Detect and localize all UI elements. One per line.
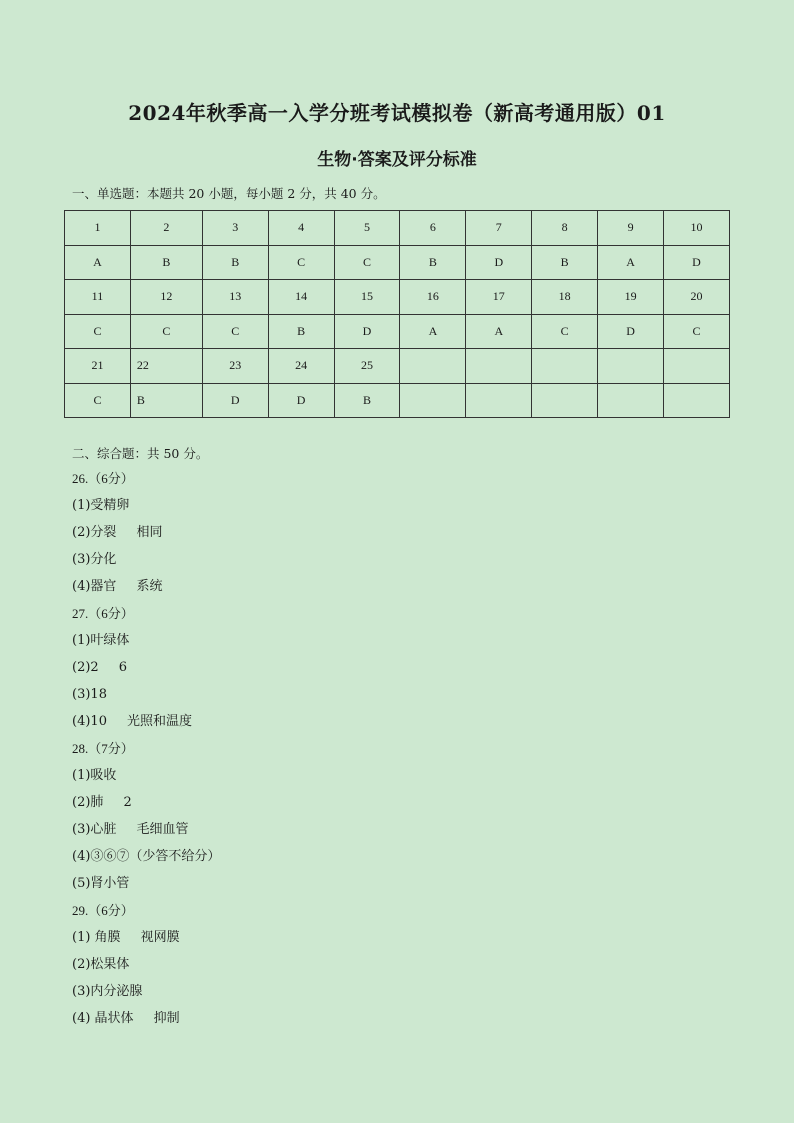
table-cell: A bbox=[466, 314, 532, 349]
answer-number: (4) bbox=[72, 849, 91, 864]
table-cell: 8 bbox=[532, 211, 598, 246]
answer-text: 肺 bbox=[90, 795, 104, 810]
answer-line bbox=[72, 632, 220, 659]
answer-number: (1) bbox=[72, 930, 95, 945]
answer-number: (1) bbox=[72, 768, 91, 783]
table-cell: 23 bbox=[202, 349, 268, 384]
table-cell: A bbox=[65, 245, 131, 280]
answer-line bbox=[72, 983, 220, 1010]
table-cell: D bbox=[598, 314, 664, 349]
section-heading-comprehensive: 二、综合题：共 50 分。 bbox=[72, 446, 209, 461]
answer-number: (1) bbox=[72, 498, 91, 513]
answer-text-second: 抑制 bbox=[153, 1011, 180, 1026]
answer-text: 18 bbox=[90, 687, 107, 702]
answer-line bbox=[72, 767, 220, 794]
answer-text: 分裂 bbox=[90, 525, 117, 540]
answer-text-second: 光照和温度 bbox=[126, 714, 192, 729]
table-cell: B bbox=[334, 383, 400, 418]
answer-text: 松果体 bbox=[90, 957, 130, 972]
answer-line bbox=[72, 524, 220, 551]
table-cell bbox=[466, 383, 532, 418]
table-cell: D bbox=[334, 314, 400, 349]
answer-line bbox=[72, 578, 220, 605]
table-cell bbox=[598, 349, 664, 384]
answer-number: (3) bbox=[72, 687, 91, 702]
answer-line bbox=[72, 875, 220, 902]
answer-line bbox=[72, 929, 220, 956]
answer-text: 角膜 bbox=[94, 930, 121, 945]
answer-line bbox=[72, 497, 220, 524]
table-cell: A bbox=[400, 314, 466, 349]
table-cell: 17 bbox=[466, 280, 532, 315]
answer-number: (3) bbox=[72, 984, 91, 999]
table-cell: A bbox=[598, 245, 664, 280]
table-cell: B bbox=[268, 314, 334, 349]
table-cell: 18 bbox=[532, 280, 598, 315]
answer-number: (1) bbox=[72, 633, 91, 648]
answer-number: (3) bbox=[72, 822, 91, 837]
answer-text-second: 6 bbox=[118, 660, 127, 675]
table-cell bbox=[400, 383, 466, 418]
table-cell: 20 bbox=[664, 280, 730, 315]
table-cell: 22 bbox=[130, 349, 202, 384]
answer-text-second: 毛细血管 bbox=[136, 822, 189, 837]
answer-line bbox=[72, 659, 220, 686]
table-cell: 14 bbox=[268, 280, 334, 315]
answer-number: (5) bbox=[72, 876, 91, 891]
table-row bbox=[65, 383, 730, 418]
table-cell: D bbox=[202, 383, 268, 418]
table-cell bbox=[532, 349, 598, 384]
table-cell: C bbox=[65, 314, 131, 349]
table-cell: 4 bbox=[268, 211, 334, 246]
answer-text: 10 bbox=[90, 714, 107, 729]
answer-text: 吸收 bbox=[90, 768, 117, 783]
answer-number: (3) bbox=[72, 552, 91, 567]
table-cell: C bbox=[664, 314, 730, 349]
answer-line bbox=[72, 821, 220, 848]
answer-text-second: 相同 bbox=[136, 525, 163, 540]
answer-table bbox=[64, 210, 730, 418]
table-cell: 6 bbox=[400, 211, 466, 246]
table-cell: C bbox=[532, 314, 598, 349]
table-cell: 15 bbox=[334, 280, 400, 315]
table-cell: C bbox=[268, 245, 334, 280]
table-row bbox=[65, 349, 730, 384]
table-cell: B bbox=[202, 245, 268, 280]
answer-line bbox=[72, 794, 220, 821]
table-cell bbox=[466, 349, 532, 384]
table-cell: 3 bbox=[202, 211, 268, 246]
answer-number: (2) bbox=[72, 525, 91, 540]
answer-line bbox=[72, 686, 220, 713]
page-subtitle: 生物·答案及评分标准 bbox=[317, 150, 477, 170]
comprehensive-answers bbox=[72, 470, 220, 1037]
answer-text: 肾小管 bbox=[90, 876, 130, 891]
answer-number: (4) bbox=[72, 714, 91, 729]
answer-number: (2) bbox=[72, 660, 91, 675]
table-cell bbox=[664, 349, 730, 384]
table-cell: 2 bbox=[130, 211, 202, 246]
answer-text-second: 2 bbox=[123, 795, 132, 810]
answer-number: (4) bbox=[72, 1011, 95, 1026]
table-cell: 10 bbox=[664, 211, 730, 246]
answer-line bbox=[72, 956, 220, 983]
answer-line bbox=[72, 1010, 220, 1037]
answer-text: 受精卵 bbox=[90, 498, 130, 513]
question-header: 28.（7分） bbox=[72, 741, 134, 756]
table-cell: B bbox=[532, 245, 598, 280]
table-cell: 21 bbox=[65, 349, 131, 384]
table-row bbox=[65, 245, 730, 280]
answer-text: 分化 bbox=[90, 552, 117, 567]
answer-number: (2) bbox=[72, 957, 91, 972]
page-title: 2024年秋季高一入学分班考试模拟卷（新高考通用版）01 bbox=[128, 101, 666, 125]
table-cell: 25 bbox=[334, 349, 400, 384]
table-cell: C bbox=[334, 245, 400, 280]
table-cell: 12 bbox=[130, 280, 202, 315]
answer-number: (4) bbox=[72, 579, 91, 594]
table-cell: 9 bbox=[598, 211, 664, 246]
table-cell: B bbox=[400, 245, 466, 280]
table-cell bbox=[664, 383, 730, 418]
answer-number: (2) bbox=[72, 795, 91, 810]
answer-text-second: 视网膜 bbox=[140, 930, 180, 945]
table-cell: 5 bbox=[334, 211, 400, 246]
table-row bbox=[65, 280, 730, 315]
answer-text: ③⑥⑦（少答不给分） bbox=[90, 849, 221, 864]
table-cell: D bbox=[268, 383, 334, 418]
answer-text-second: 系统 bbox=[136, 579, 163, 594]
table-cell: 13 bbox=[202, 280, 268, 315]
answer-text: 叶绿体 bbox=[90, 633, 130, 648]
question-header: 26.（6分） bbox=[72, 471, 134, 486]
answer-text: 晶状体 bbox=[94, 1011, 134, 1026]
table-cell: C bbox=[130, 314, 202, 349]
table-cell: D bbox=[466, 245, 532, 280]
table-cell: 24 bbox=[268, 349, 334, 384]
table-cell: D bbox=[664, 245, 730, 280]
table-cell: B bbox=[130, 245, 202, 280]
table-cell: 1 bbox=[65, 211, 131, 246]
answer-text: 2 bbox=[90, 660, 99, 675]
table-cell: 16 bbox=[400, 280, 466, 315]
answer-line bbox=[72, 551, 220, 578]
table-cell: C bbox=[65, 383, 131, 418]
table-cell: B bbox=[130, 383, 202, 418]
table-cell: 7 bbox=[466, 211, 532, 246]
table-cell bbox=[532, 383, 598, 418]
answer-line bbox=[72, 713, 220, 740]
table-cell: 11 bbox=[65, 280, 131, 315]
table-row bbox=[65, 314, 730, 349]
table-row bbox=[65, 211, 730, 246]
table-cell bbox=[598, 383, 664, 418]
answer-line bbox=[72, 848, 220, 875]
answer-text: 器官 bbox=[90, 579, 117, 594]
table-cell: 19 bbox=[598, 280, 664, 315]
question-header: 27.（6分） bbox=[72, 606, 134, 621]
table-cell: C bbox=[202, 314, 268, 349]
table-cell bbox=[400, 349, 466, 384]
answer-text: 内分泌腺 bbox=[90, 984, 143, 999]
question-header: 29.（6分） bbox=[72, 903, 134, 918]
answer-text: 心脏 bbox=[90, 822, 117, 837]
section-heading-multiple-choice: 一、单选题：本题共 20 小题，每小题 2 分，共 40 分。 bbox=[72, 186, 386, 201]
